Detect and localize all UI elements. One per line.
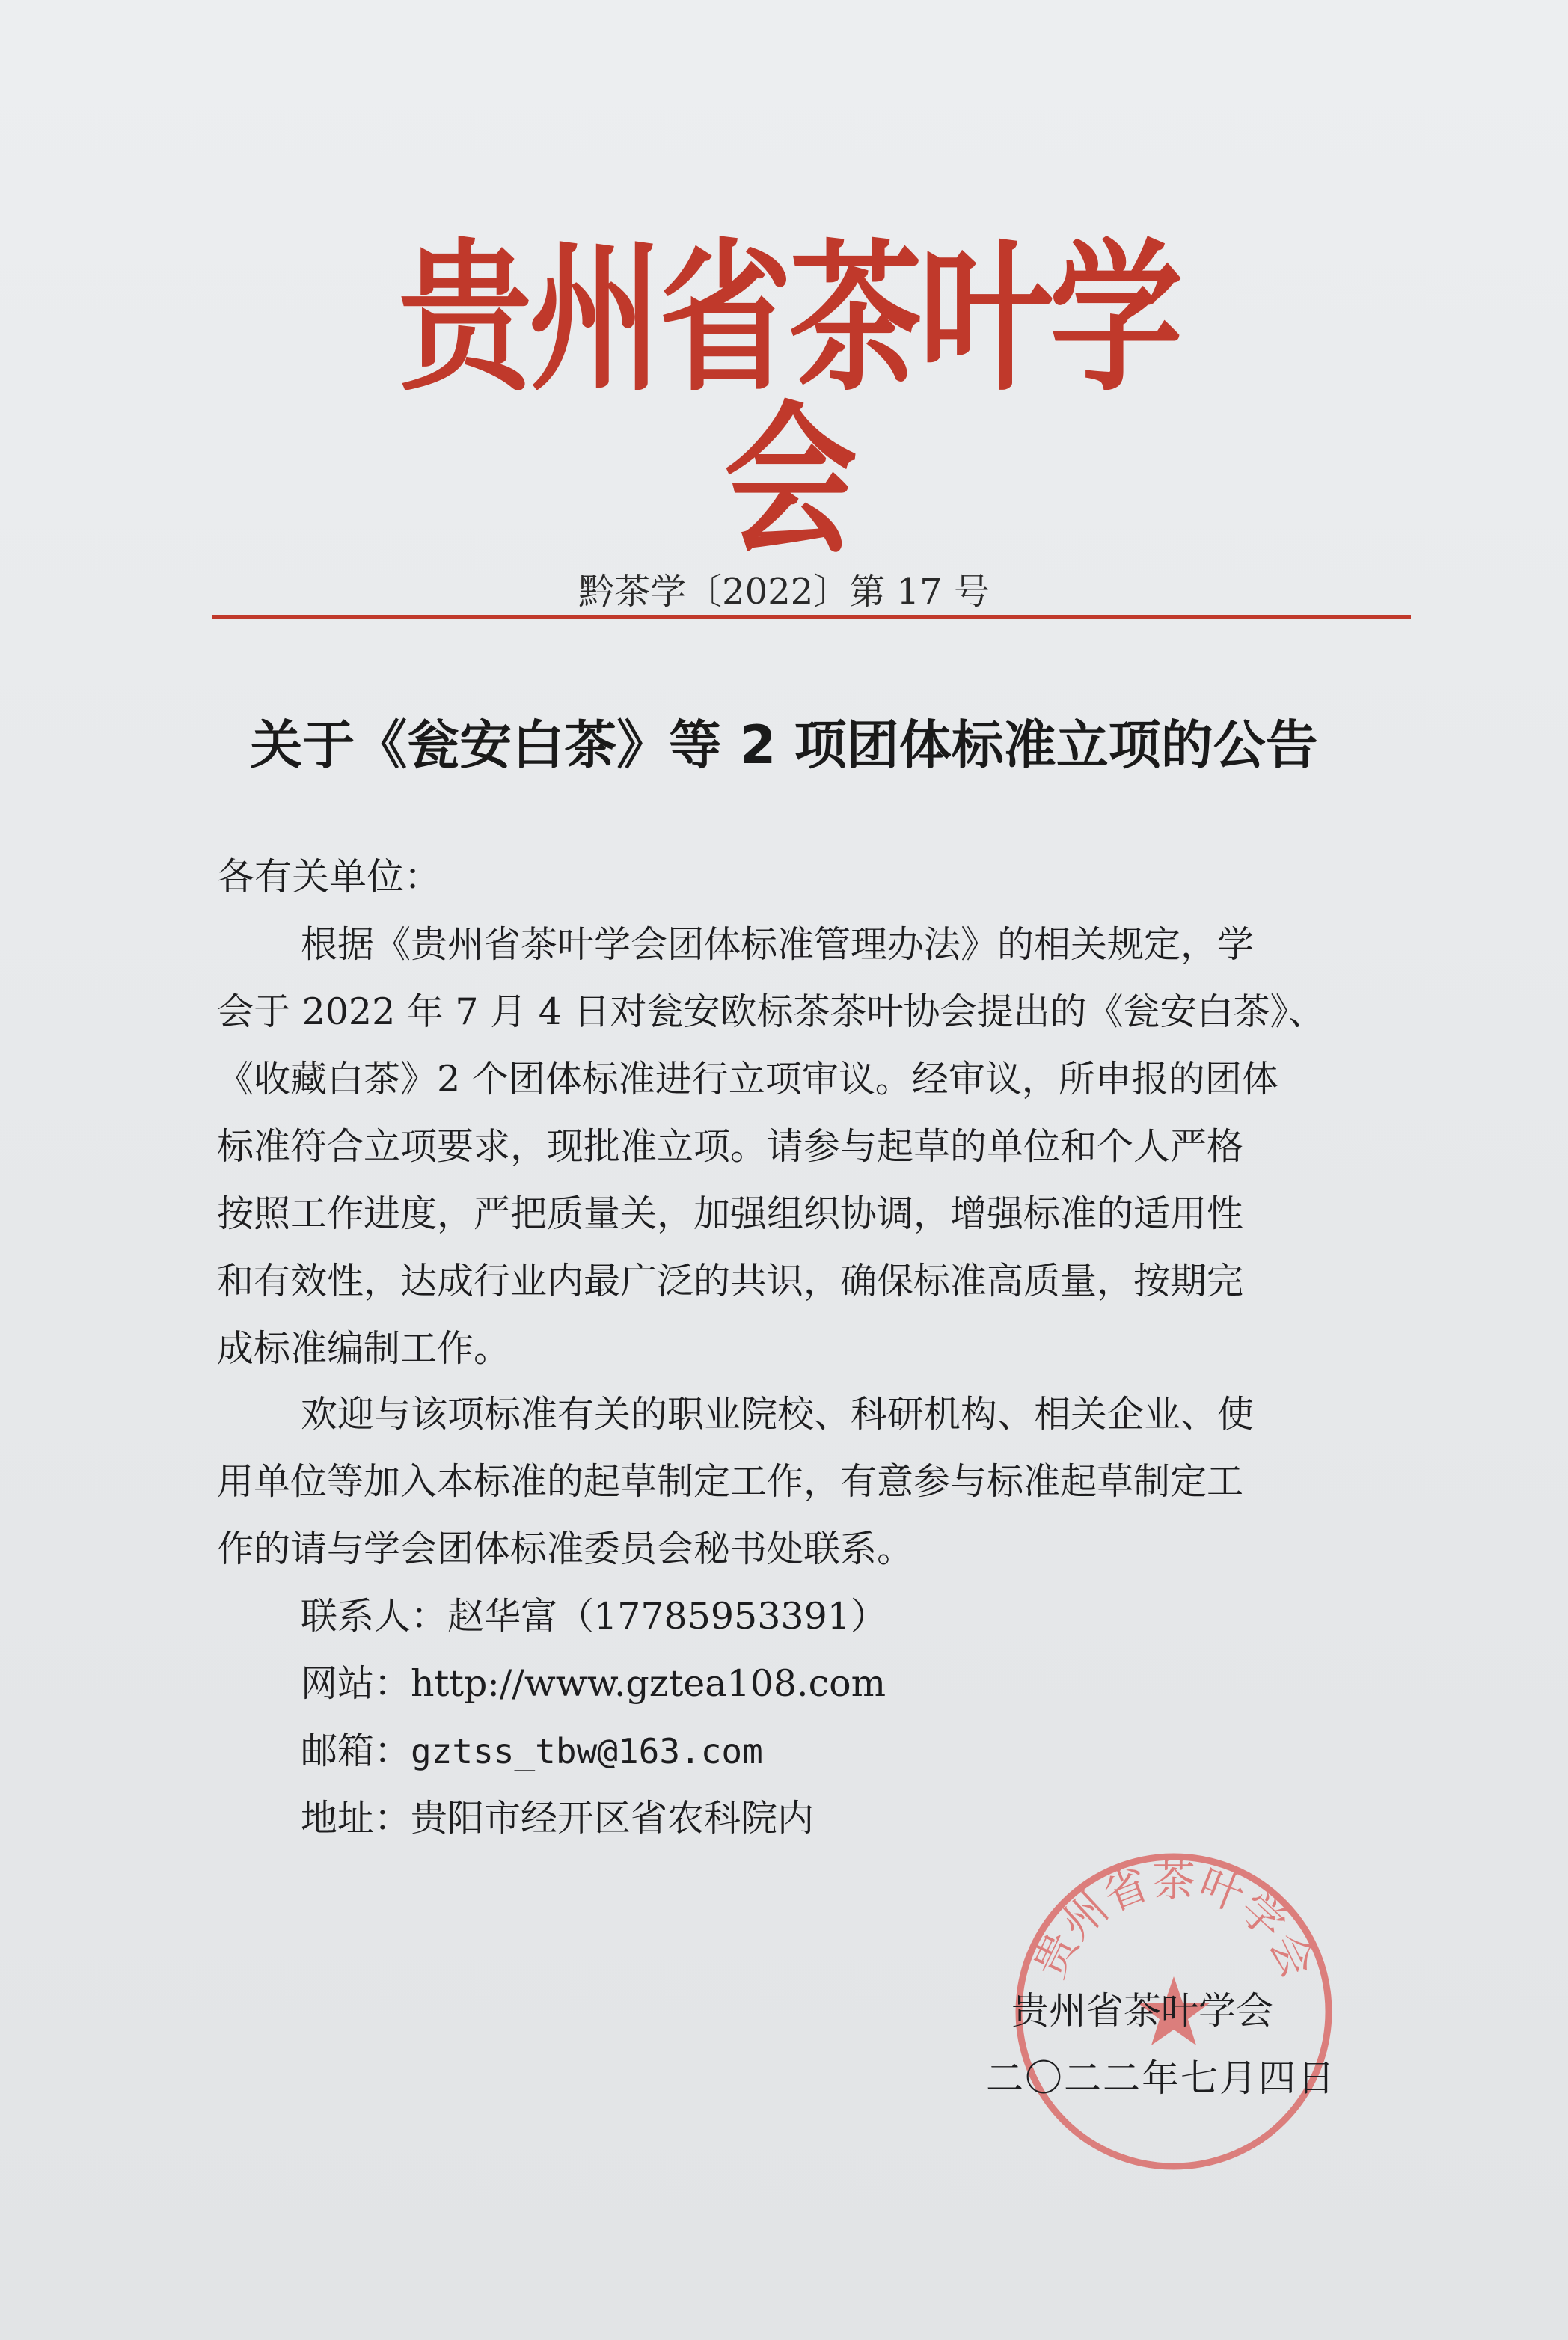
org-masthead: 贵州省茶叶学会 [399,224,1180,576]
paragraph-line: 成标准编制工作。 [217,1327,511,1370]
addressee: 各有关单位： [217,855,441,898]
paragraph-1 [217,911,1414,1382]
document-number: 黔茶学〔2022〕第 17 号 [578,571,990,613]
contact-website [301,1655,886,1707]
paragraph-line: 用单位等加入本标准的起草制定工作，有意参与标准起草制定工 [217,1460,1244,1503]
seal-text: 贵州省茶叶学会 [1023,1855,1324,1986]
contact-email [301,1722,763,1774]
paragraph-line: 根据《贵州省茶叶学会团体标准管理办法》的相关规定，学 [301,923,1255,966]
paragraph-line: 标准符合立项要求，现批准立项。请参与起草的单位和个人严格 [217,1125,1244,1168]
red-divider-line [212,615,1411,619]
paragraph-line: 欢迎与该项标准有关的职业院校、科研机构、相关企业、使 [301,1393,1255,1436]
contact-person: 联系人：赵华富（17785953391） [301,1595,887,1638]
contact-address: 地址：贵阳市经开区省农科院内 [301,1797,815,1840]
paragraph-2 [217,1381,1414,1583]
paragraph-line: 和有效性，达成行业内最广泛的共识，确保标准高质量，按期完 [217,1260,1244,1302]
signing-org: 贵州省茶叶学会 [1011,1989,1273,2033]
email-link[interactable]: gztss_tbw@163.com [411,1731,763,1771]
notice-title: 关于《瓮安白茶》等 2 项团体标准立项的公告 [250,714,1318,776]
paragraph-line: 《收藏白茶》2 个团体标准进行立项审议。经审议，所申报的团体 [217,1058,1278,1100]
website-label: 网站： [301,1662,411,1705]
website-link[interactable]: http://www.gztea108.com [411,1662,886,1705]
paragraph-line: 作的请与学会团体标准委员会秘书处联系。 [217,1528,914,1570]
email-label: 邮箱： [301,1730,411,1772]
paragraph-line: 按照工作进度，严把质量关，加强组织协调，增强标准的适用性 [217,1192,1244,1235]
paragraph-line: 会于 2022 年 7 月 4 日对瓮安欧标茶茶叶协会提出的《瓮安白茶》、 [217,990,1326,1033]
signing-date: 二〇二二年七月四日 [986,2056,1336,2100]
